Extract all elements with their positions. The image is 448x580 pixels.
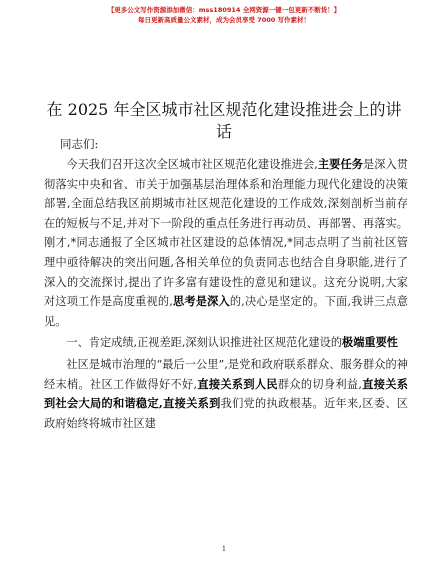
p2-text-a: 一、肯定成绩,正视差距,深刻认识推进社区规范化建设的 (66, 336, 343, 350)
p1-text-a: 今天我们召开这次全区城市社区规范化建设推进会, (66, 158, 318, 171)
p1-bold-d: 思考是深入 (172, 294, 230, 309)
banner-line-2: 每日更新高质量公文素材，成为会员享受 7000 写作素材！ (137, 16, 311, 24)
p2-bold-b: 极端重要性 (342, 335, 398, 350)
p1-text-c: 是深入贯彻落实中央和省、市关于加强基层治理体系和治理能力现代化建设的决策部署,全面总结我区前期城市社区规范化建设的工作成效,深刻剖析当前存在的短板与不足,并对下一阶段的重点任务进行再动员、再部署、再落实。刚才,*同志通报了全区城市社区建设的总体情况,*同志点明了当前社区管理中亟待解决的突出问题,各相关单位的负责同志也结合自身职能,进行了深入的交流探讨,提出了许多富有建设性的意见和建议。这充分说明,大家对这项工作是高度重视的, (44, 158, 408, 309)
p1-text-e: 的,决心是坚定的。下面,我讲三点意见。 (44, 295, 408, 328)
p3-text-c: 群众的切身利益, (277, 377, 362, 391)
greeting: 同志们: (60, 137, 99, 151)
p3-bold-b: 直接关系到人民 (197, 376, 278, 391)
paragraph-2-heading (44, 333, 408, 353)
p3-text-a: 社区是城市治理的“最后一公里”,是党和政府联系群众、服务群众的神经末梢。社区工作做得好不好, (44, 357, 408, 391)
document-body (44, 155, 408, 435)
paragraph-1 (44, 155, 408, 331)
p3-bold-d: 直接关系到社会大局的和谐稳定,直接关系到 (44, 376, 408, 411)
banner-line-1: 【更多公文写作资源添加微信：mss180914 全网资源一键一包更新不断货！】 (107, 6, 341, 14)
document-title: 在 2025 年全区城市社区规范化建设推进会上的讲话 (46, 99, 402, 141)
p3-text-e: 我们党的执政根基。近年来,区委、区政府始终将城市社区建 (44, 397, 408, 430)
paragraph-3 (44, 355, 408, 433)
promo-banner (0, 5, 448, 25)
page-number: 1 (221, 545, 227, 553)
p1-bold-b: 主要任务 (317, 157, 363, 171)
